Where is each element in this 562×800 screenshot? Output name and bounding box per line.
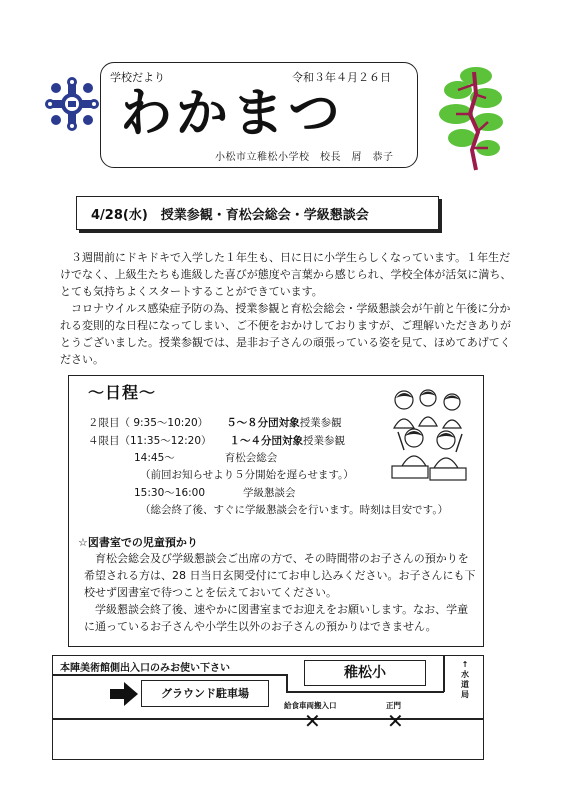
intro-paragraph: コロナウイルス感染症予防の為、授業参観と育松会総会・学級懇談会が午前と午後に分かれる変則的な日程になってしまい、ご不便をおかけしておりますが、ご理解いただきありがとうございました。授業参観では、是非お子さんの頑張っている姿を見て、ほめてあげてください。 [60,302,511,366]
school-building-label: 稚松小 [304,660,426,686]
schedule-note: （総会終了後、すぐに学級懇談会を行います。時刻は目安です。） [140,504,449,516]
schedule-event: 授業参観 [299,417,342,429]
newsletter-label: 学校だより [110,71,165,84]
schedule-time: ４限目（11:35～12:20） [88,435,212,447]
students-illustration [386,388,470,482]
library-paragraph: 学級懇談会終了後、速やかに図書室までお迎えをお願いします。なお、学童に通っているお子さんや小学生以外のお子さんの預かりはできません。 [84,603,469,633]
road-line [286,691,444,693]
schedule-event: 授業参観 [303,435,346,447]
schedule-target: １～４分団対象 [229,435,304,447]
vehicle-gate-label: 給食車両搬入口 [284,701,337,710]
library-paragraph: 育松会総会及び学級懇談会ご出席の方で、その時間帯のお子さんの預かりを希望される方は、28 日当日玄関受付にてお申し込みください。お子さんにも下校せず図書室で待つことを伝えておいてください。 [84,552,476,599]
school-principal-line: 小松市立稚松小学校 校長 屑 恭子 [215,152,394,163]
arrow-right-icon [110,682,138,706]
closed-x-icon: ✕ [387,709,404,733]
closed-x-icon: ✕ [304,709,321,733]
schedule-row-4 [134,485,296,500]
newsletter-title: わかまつ [120,84,345,144]
map-entrance-note: 本陣美術館側出入口のみお使い下さい [60,663,230,674]
library-care-text [84,550,476,635]
school-emblem-icon [44,76,100,132]
schedule-note: （前回お知らせより５分開始を遅らせます。） [140,469,354,481]
intro-text [60,249,512,368]
parking-lot-label: グラウンド駐車場 [141,680,269,707]
schedule-time: ２限目（ 9:35～10:20） [88,417,209,429]
event-heading: 4/28(水) 授業参観・育松会総会・学級懇談会 [76,196,439,230]
road-line [52,718,484,720]
schedule-target: ５～８分団対象 [226,417,300,429]
schedule-event: 学級懇談会 [243,487,296,499]
schedule-title: ～日程～ [88,383,157,402]
road-line [443,655,445,692]
road-line [52,674,287,676]
pine-tree-icon [436,64,506,172]
schedule-time: 14:45～ [134,452,175,464]
schedule-event: 育松会総会 [224,452,278,464]
schedule-time: 15:30～16:00 [134,487,206,499]
schedule-row-1 [88,415,342,430]
road-line [286,674,288,692]
schedule-row-2 [88,433,345,448]
issue-date: 令和３年４月２６日 [292,71,391,84]
main-gate-label: 正門 [386,701,401,710]
schedule-row-3 [134,450,277,465]
water-bureau-label: ↑水道局 [461,660,469,699]
intro-paragraph: ３週間前にドキドキで入学した１年生も、日に日に小学生らしくなっています。１年生だけでなく、上級生たちも進級した喜びが態度や言葉から感じられ、学校全体が活気に満ち、とても気持ちよくスタートすることができています。 [60,251,512,298]
library-care-title: ☆図書室での児童預かり [78,536,198,549]
